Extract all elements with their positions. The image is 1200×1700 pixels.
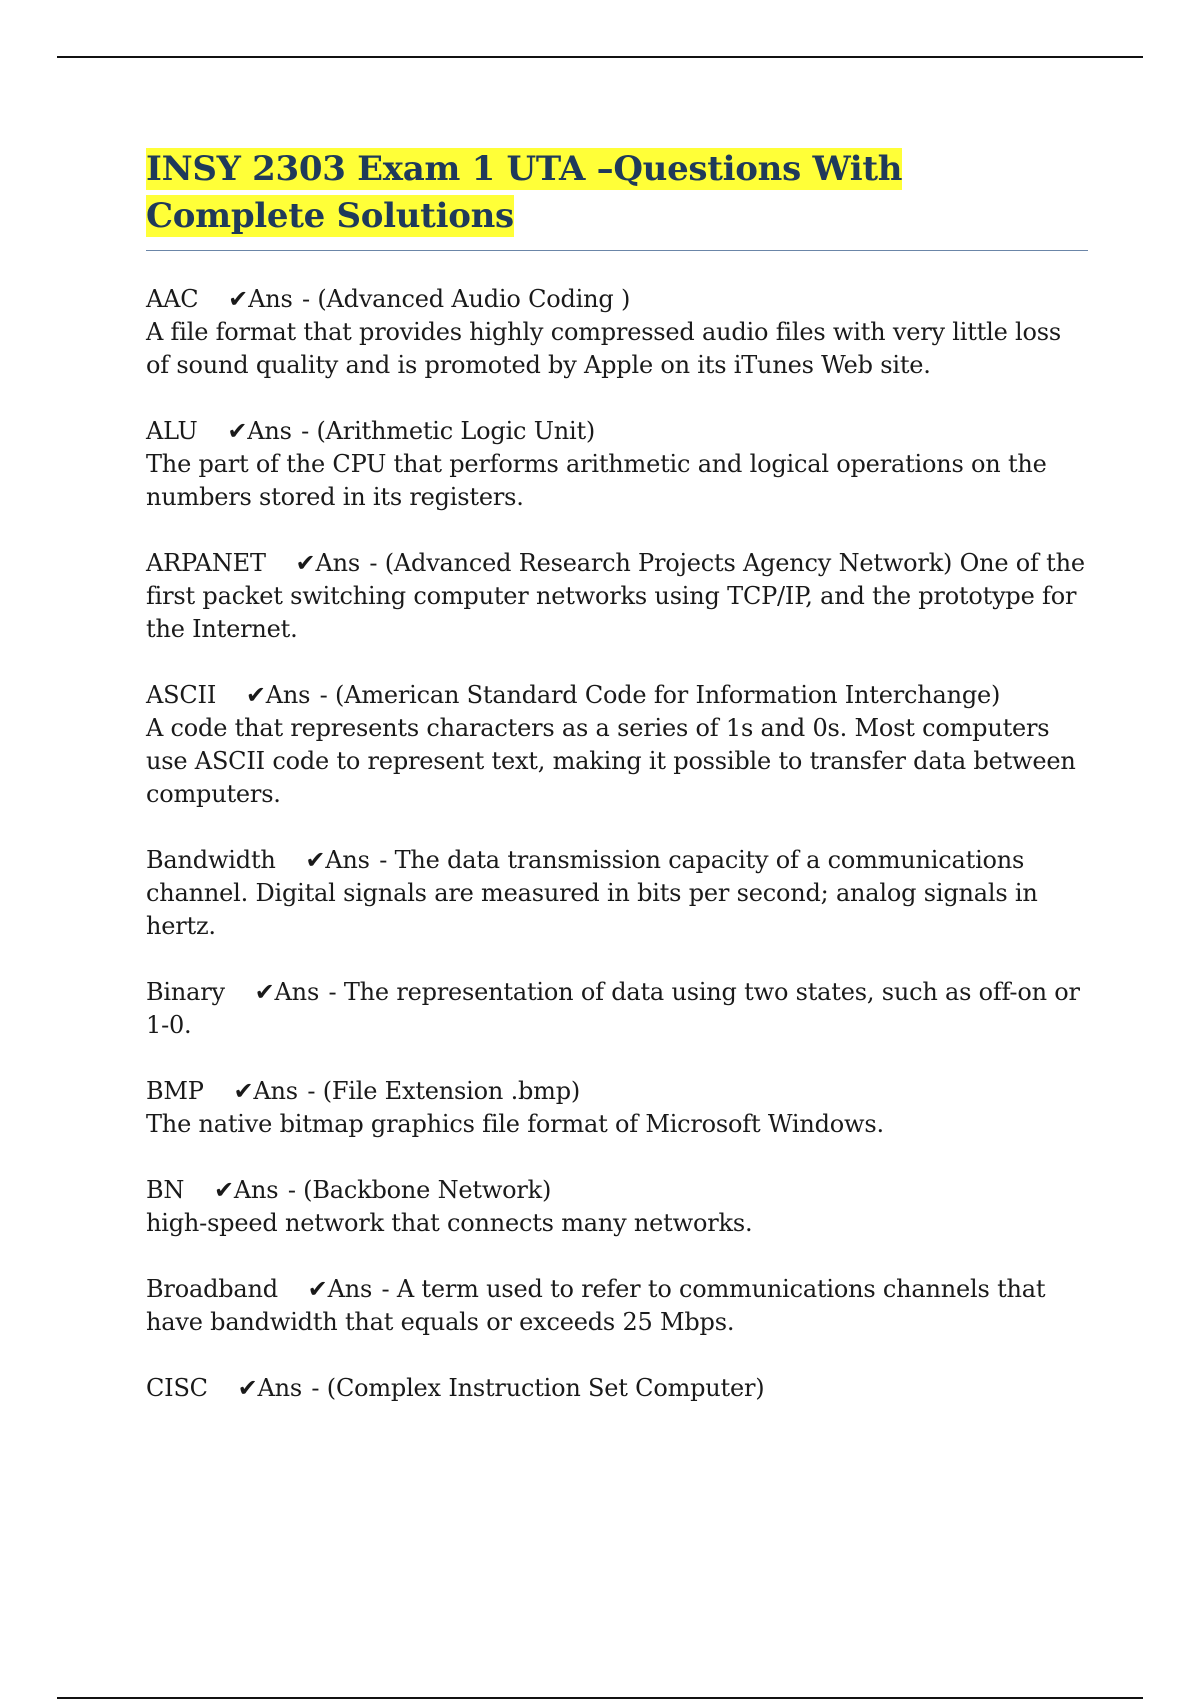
entry-separator: - bbox=[371, 846, 395, 874]
entry-term: Binary bbox=[146, 978, 225, 1006]
entry-definition: (Arithmetic Logic Unit) bbox=[316, 417, 596, 445]
entry-separator: - bbox=[299, 1077, 323, 1105]
entry-cisc bbox=[146, 1372, 1088, 1405]
entry-separator: - bbox=[293, 417, 317, 445]
entry-list bbox=[146, 283, 1088, 1405]
document-title bbox=[146, 146, 1088, 240]
check-icon: ✔Ans bbox=[228, 285, 293, 313]
entry-definition: (American Standard Code for Information Interchange) bbox=[335, 681, 1001, 709]
check-icon: ✔Ans bbox=[295, 549, 360, 577]
entry-detail: A code that represents characters as a series of 1s and 0s. Most computers use ASCII code to represent text, making it possible to transfer data between computers. bbox=[146, 714, 1076, 808]
entry-detail: The native bitmap graphics file format of Microsoft Windows. bbox=[146, 1110, 884, 1138]
entry-separator: - bbox=[321, 978, 344, 1006]
entry-separator: - bbox=[374, 1275, 397, 1303]
entry-definition: (Backbone Network) bbox=[303, 1176, 552, 1204]
document-body bbox=[146, 146, 1088, 1438]
page-bottom-rule bbox=[57, 1697, 1143, 1699]
page-top-rule bbox=[57, 56, 1143, 58]
entry-term: Broadband bbox=[146, 1275, 278, 1303]
entry-arpanet bbox=[146, 547, 1088, 646]
entry-ascii bbox=[146, 679, 1088, 811]
entry-separator: - bbox=[361, 549, 385, 577]
entry-definition: (Advanced Audio Coding ) bbox=[317, 285, 631, 313]
entry-bmp bbox=[146, 1075, 1088, 1141]
entry-term: ALU bbox=[146, 417, 198, 445]
entry-separator: - bbox=[312, 681, 336, 709]
entry-broadband bbox=[146, 1273, 1088, 1339]
check-icon: ✔Ans bbox=[254, 978, 320, 1006]
title-underline bbox=[146, 250, 1088, 251]
entry-term: BN bbox=[146, 1176, 185, 1204]
entry-separator: - bbox=[294, 285, 318, 313]
entry-definition: (File Extension .bmp) bbox=[322, 1077, 581, 1105]
entry-term: ARPANET bbox=[146, 549, 266, 577]
check-icon: ✔Ans bbox=[307, 1275, 373, 1303]
entry-term: Bandwidth bbox=[146, 846, 276, 874]
entry-bandwidth bbox=[146, 844, 1088, 943]
entry-binary bbox=[146, 976, 1088, 1042]
check-icon: ✔Ans bbox=[213, 1176, 279, 1204]
entry-term: BMP bbox=[146, 1077, 204, 1105]
entry-alu bbox=[146, 415, 1088, 514]
check-icon: ✔Ans bbox=[227, 417, 292, 445]
entry-definition: (Complex Instruction Set Computer) bbox=[326, 1374, 765, 1402]
entry-term: ASCII bbox=[146, 681, 217, 709]
entry-detail: A file format that provides highly compressed audio files with very little loss of sound quality and is promoted by Apple on its iTunes Web site. bbox=[146, 318, 1061, 379]
title-highlight: INSY 2303 Exam 1 UTA –Questions With Complete Solutions bbox=[146, 149, 903, 236]
entry-definition: The representation of data using two states, such as off-on or 1-0. bbox=[146, 978, 1080, 1039]
entry-separator: - bbox=[304, 1374, 327, 1402]
entry-definition: A term used to refer to communications channels that have bandwidth that equals or exceeds 25 Mbps. bbox=[146, 1275, 1046, 1336]
check-icon: ✔Ans bbox=[233, 1077, 298, 1105]
entry-definition: The data transmission capacity of a communications channel. Digital signals are measured in bits per second; analog signals in hertz. bbox=[146, 846, 1038, 940]
entry-term: AAC bbox=[146, 285, 199, 313]
entry-term: CISC bbox=[146, 1374, 208, 1402]
check-icon: ✔Ans bbox=[237, 1374, 302, 1402]
entry-aac bbox=[146, 283, 1088, 382]
entry-bn bbox=[146, 1174, 1088, 1240]
entry-detail: The part of the CPU that performs arithmetic and logical operations on the numbers stored in its registers. bbox=[146, 450, 1047, 511]
entry-definition: (Advanced Research Projects Agency Network) One of the first packet switching computer networks using TCP/IP, and the prototype for the Internet. bbox=[146, 549, 1085, 643]
check-icon: ✔Ans bbox=[305, 846, 370, 874]
entry-detail: high-speed network that connects many networks. bbox=[146, 1209, 753, 1237]
check-icon: ✔Ans bbox=[245, 681, 311, 709]
entry-separator: - bbox=[280, 1176, 304, 1204]
